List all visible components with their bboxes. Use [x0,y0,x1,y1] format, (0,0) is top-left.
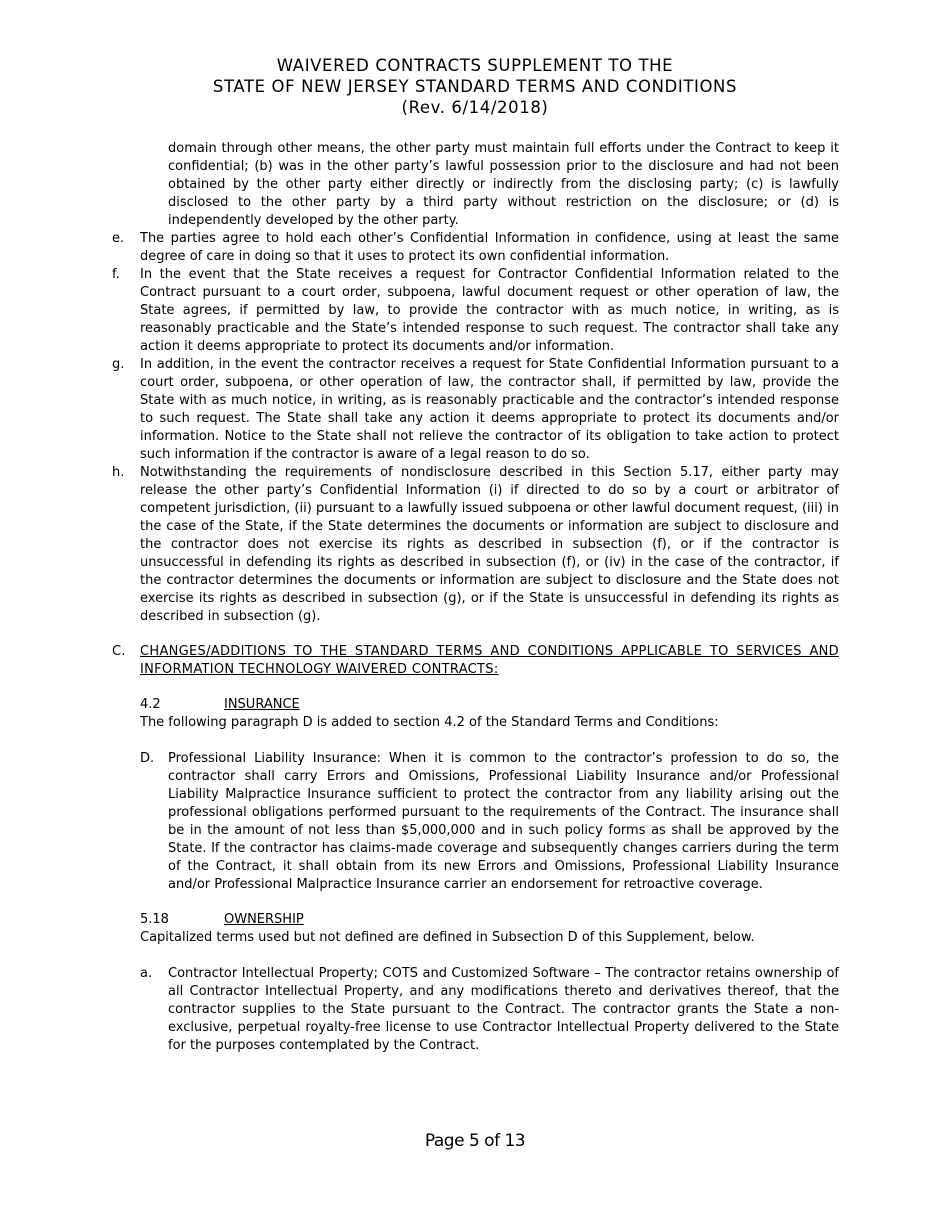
ownership-number: 5.18 [140,912,169,927]
header-revision: (Rev. 6/14/2018) [401,98,549,117]
list-item-text: Notwithstanding the requirements of nondisclosure described in this Section 5.17, either party may release the other party’s Confidential Information (i) if directed to do so by a court or arbitrator of competent jurisdiction, (ii) pursuant to a lawfully issued subpoena or other lawful document request, (iii) in the case of the State, if the State determines the documents or information are subject to disclosure and the contractor does not exercise its rights as described in subsection (f), or if the contractor is unsuccessful in defending its rights as described in subsection (f), or (iv) in the case of the contractor, if the contractor determines the documents or information are subject to disclosure and the State does not exercise its rights as described in subsection (g), or if the State is unsuccessful in defending its rights as described in subsection (g). [140,465,839,624]
insurance-number: 4.2 [140,697,161,712]
insurance-intro: The following paragraph D is added to section 4.2 of the Standard Terms and Conditions: [140,715,719,730]
list-item-label: e. [112,231,125,246]
insurance-heading [140,696,300,714]
list-item-text: The parties agree to hold each other’s Confidential Information in confidence, using at least the same degree of care in doing so that it uses to protect its own confidential information. [140,231,839,264]
list-item-e [112,230,839,266]
insurance-item-d [140,750,839,894]
list-item-label: a. [140,966,153,981]
section-label: C. [112,644,126,659]
header-title-line2: STATE OF NEW JERSEY STANDARD TERMS AND CONDITIONS [212,77,738,96]
continued-paragraph: domain through other means, the other party must maintain full efforts under the Contract to keep it confidential; (b) was in the other party’s lawful possession prior to the disclosure and had not been obtained by the other party either directly or indirectly from the disclosing party; (c) is lawfully disclosed to the other party by a third party without restriction on the disclosure; or (d) is independently developed by the other party. [168,141,839,228]
list-item-text: In the event that the State receives a request for Contractor Confidential Information related to the Contract pursuant to a court order, subpoena, lawful document request or other operation of law, the State agrees, if permitted by law, to provide the contractor with as much notice, in writing, as is reasonably practicable and the State’s intended response to such request. The contractor shall take any action it deems appropriate to protect its documents and/or information. [140,267,839,354]
list-item-h [112,464,839,626]
document-header [0,55,950,118]
list-item-text: In addition, in the event the contractor receives a request for State Confidential Information pursuant to a court order, subpoena, or other operation of law, the contractor shall, if permitted by law, provide the State with as much notice, in writing, as is reasonably practicable and the contractor’s intended response to such request. The State shall take any action it deems appropriate to protect its documents and/or information. Notice to the State shall not relieve the contractor of its obligation to take action to protect such information if the contractor is aware of a legal reason to do so. [140,357,839,462]
list-item-text: Contractor Intellectual Property; COTS and Customized Software – The contractor retains ownership of all Contractor Intellectual Property, and any modifications thereto and derivatives thereof, that the contractor supplies to the State pursuant to the Contract. The contractor grants the State a non-exclusive, perpetual royalty-free license to use Contractor Intellectual Property delivered to the State for the purposes contemplated by the Contract. [168,966,839,1053]
list-item-text: Professional Liability Insurance: When it is common to the contractor’s profession to do so, the contractor shall carry Errors and Omissions, Professional Liability Insurance and/or Professional Liability Malpractice Insurance sufficient to protect the contractor from any liability arising out the professional obligations performed pursuant to the requirements of the Contract. The insurance shall be in the amount of not less than $5,000,000 and in such policy forms as shall be approved by the State. If the contractor has claims-made coverage and subsequently changes carriers during the term of the Contract, it shall obtain from its new Errors and Omissions, Professional Liability Insurance and/or Professional Malpractice Insurance carrier an endorsement for retroactive coverage. [168,751,839,892]
list-item-label: h. [112,465,125,480]
ownership-intro: Capitalized terms used but not defined are defined in Subsection D of this Supplement, below. [140,930,755,945]
list-item-label: D. [140,751,155,766]
list-item-label: g. [112,357,125,372]
ownership-title: OWNERSHIP [224,912,304,927]
page-number: Page 5 of 13 [424,1131,526,1151]
header-title-line1: WAIVERED CONTRACTS SUPPLEMENT TO THE [276,56,674,75]
list-item-g [112,356,839,464]
ownership-heading [140,911,304,929]
ownership-item-a [140,965,839,1055]
section-title: CHANGES/ADDITIONS TO THE STANDARD TERMS AND CONDITIONS APPLICABLE TO SERVICES AND INFORMATION TECHNOLOGY WAIVERED CONTRACTS: [140,644,839,677]
list-item-label: f. [112,267,120,282]
insurance-title: INSURANCE [224,697,300,712]
section-c-heading [112,643,839,679]
list-item-f [112,266,839,356]
insurance-subsection [140,696,839,894]
document-body [112,140,839,1055]
ownership-subsection [140,911,839,1055]
